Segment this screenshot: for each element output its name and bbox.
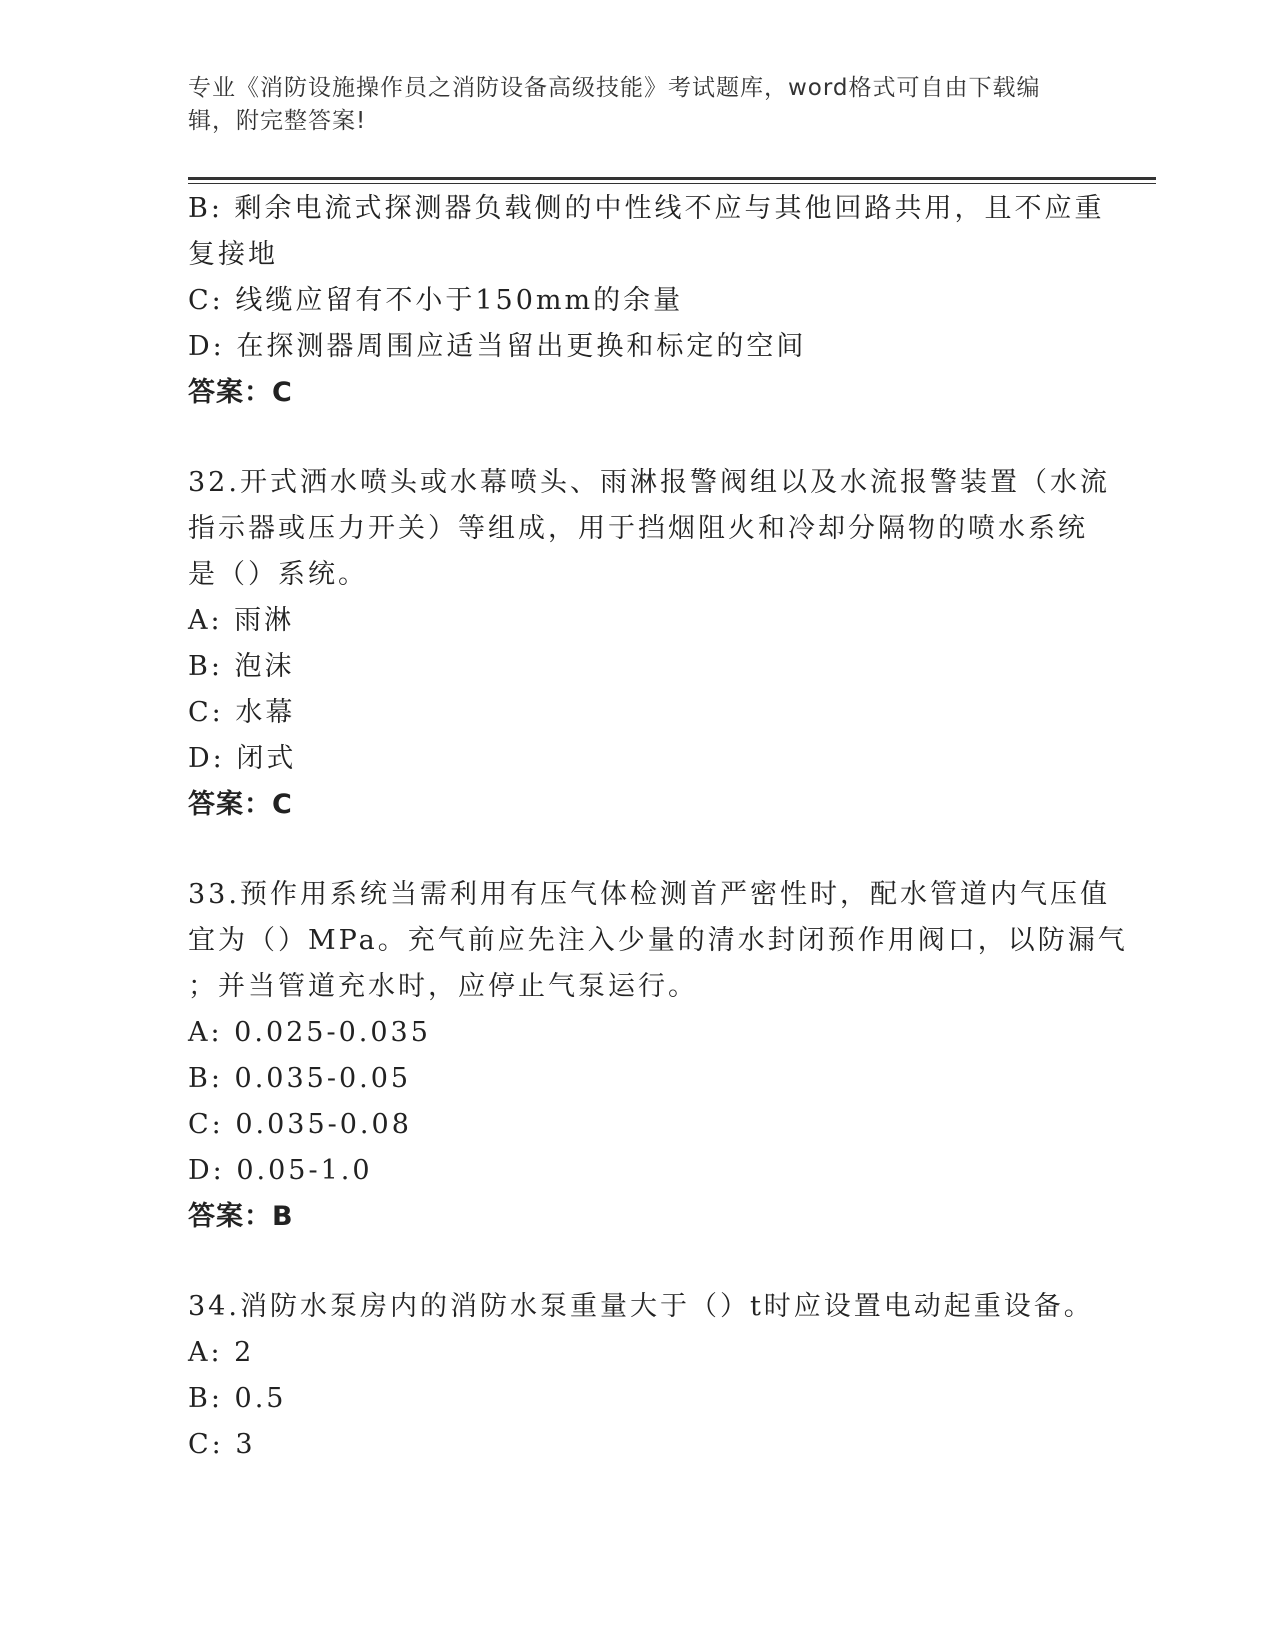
option-b-line-2: 复接地 — [188, 239, 278, 270]
header-line-1: 专业《消防设施操作员之消防设备高级技能》考试题库，word格式可自由下载编 — [188, 75, 1041, 101]
option-d: D: 在探测器周围应适当留出更换和标定的空间 — [188, 331, 807, 362]
question-33 — [188, 872, 1128, 1240]
document-header — [188, 72, 1068, 138]
question-34 — [188, 1284, 1094, 1468]
option-a: A: 雨淋 — [188, 605, 295, 636]
question-stem-line-1: 34.消防水泵房内的消防水泵重量大于（）t时应设置电动起重设备。 — [188, 1291, 1094, 1322]
question-stem-line-2: 宜为（）MPa。充气前应先注入少量的清水封闭预作用阀口，以防漏气 — [188, 925, 1128, 956]
spacer — [188, 828, 1088, 872]
option-c: C: 0.035-0.08 — [188, 1109, 412, 1140]
question-stem-line-1: 32.开式洒水喷头或水幕喷头、雨淋报警阀组以及水流报警装置（水流 — [188, 467, 1110, 498]
answer: 答案：B — [188, 1201, 294, 1232]
header-line-2: 辑，附完整答案! — [188, 108, 367, 134]
answer: 答案：C — [188, 789, 293, 820]
option-c: C: 3 — [188, 1429, 256, 1460]
question-stem-line-3: 是（）系统。 — [188, 559, 368, 590]
question-31-continued — [188, 186, 1105, 416]
question-content — [188, 186, 1128, 1468]
option-a: A: 2 — [188, 1337, 255, 1368]
option-d: D: 0.05-1.0 — [188, 1155, 373, 1186]
option-b: B: 0.5 — [188, 1383, 287, 1414]
header-divider-thick — [188, 177, 1156, 180]
question-stem-line-1: 33.预作用系统当需利用有压气体检测首严密性时，配水管道内气压值 — [188, 879, 1110, 910]
question-stem-line-3: ；并当管道充水时，应停止气泵运行。 — [188, 971, 698, 1002]
option-c: C: 水幕 — [188, 697, 296, 728]
spacer — [188, 1240, 1088, 1284]
question-32 — [188, 460, 1110, 828]
header-divider-thin — [188, 183, 1156, 184]
option-a: A: 0.025-0.035 — [188, 1017, 431, 1048]
spacer — [188, 416, 1088, 460]
option-b: B: 泡沫 — [188, 651, 295, 682]
question-stem-line-2: 指示器或压力开关）等组成，用于挡烟阻火和冷却分隔物的喷水系统 — [188, 513, 1088, 544]
option-c: C: 线缆应留有不小于150mm的余量 — [188, 285, 684, 316]
answer: 答案：C — [188, 377, 293, 408]
option-d: D: 闭式 — [188, 743, 297, 774]
option-b-line-1: B: 剩余电流式探测器负载侧的中性线不应与其他回路共用，且不应重 — [188, 193, 1105, 224]
option-b: B: 0.035-0.05 — [188, 1063, 412, 1094]
